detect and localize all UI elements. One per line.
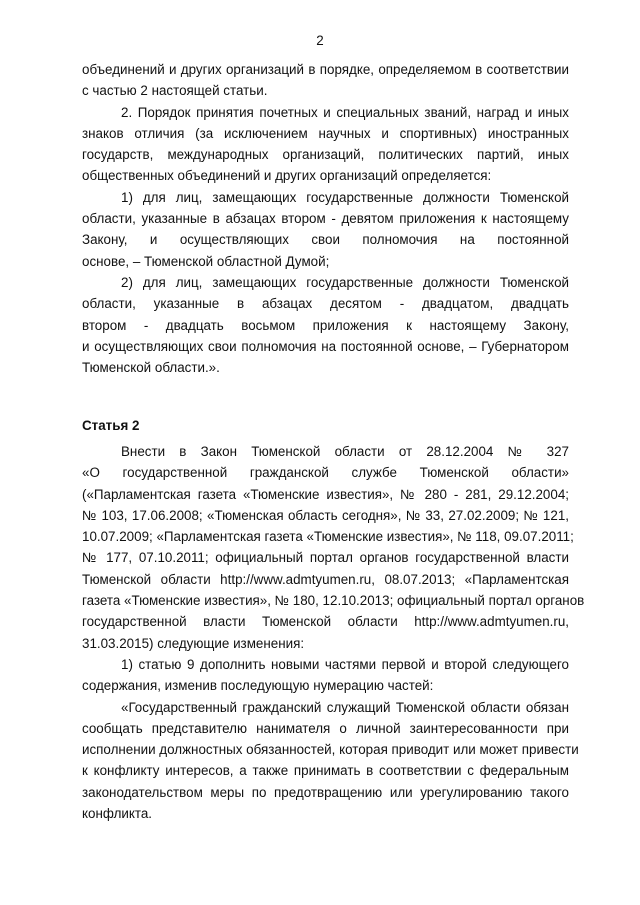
text-line: газета «Тюменские известия», № 180, 12.10.2013; официальный портал органов: [82, 593, 585, 609]
text-line: «О государственной гражданской службе Тюменской области»: [82, 465, 569, 481]
text-line: 2) для лиц, замещающих государственные должности Тюменской: [121, 274, 569, 290]
text-line: Внести в Закон Тюменской области от 28.12.2004 № 327: [121, 444, 569, 459]
text-line: исполнении должностных обязанностей, которая приводит или может привести: [82, 742, 579, 758]
text-line: области, указанные в абзацах десятом - двадцатом, двадцать: [82, 296, 569, 312]
text-line: 1) статью 9 дополнить новыми частями первой и второй следующего: [121, 656, 569, 672]
text-line: конфликта.: [82, 806, 153, 822]
text-line: «Государственный гражданский служащий Тюменской области обязан: [121, 699, 569, 715]
text-line: 1) для лиц, замещающих государственные должности Тюменской: [121, 189, 569, 205]
text-line: Тюменской области.».: [82, 360, 220, 376]
text-line: содержания, изменив последующую нумерацию частей:: [82, 678, 434, 694]
text-line: общественных объединений и других организаций определяется:: [82, 168, 492, 184]
text-line: («Парламентская газета «Тюменские известия», № 280 - 281, 29.12.2004;: [82, 486, 569, 502]
text-line: втором - двадцать восьмом приложения к настоящему Закону,: [82, 317, 569, 333]
text-line: и осуществляющих свои полномочия на постоянной основе, – Губернатором: [82, 338, 569, 354]
text-line: 31.03.2015) следующие изменения:: [82, 635, 305, 651]
text-line: № 103, 17.06.2008; «Тюменская область сегодня», № 33, 27.02.2009; № 121,: [82, 507, 569, 523]
body-text-part-1: [82, 59, 569, 378]
article-heading: Статья 2: [82, 418, 140, 433]
text-line: государственной власти Тюменской области http://www.admtyumen.ru,: [82, 614, 569, 630]
text-line: законодательством меры по предотвращению или урегулированию такого: [82, 784, 569, 800]
text-line: сообщать представителю нанимателя о личной заинтересованности при: [82, 720, 569, 736]
text-line: с частью 2 настоящей статьи.: [82, 83, 268, 99]
text-line: к конфликту интересов, а также принимать в соответствии с федеральным: [82, 763, 569, 779]
text-line: объединений и других организаций в порядке, определяемом в соответствии: [82, 62, 569, 77]
text-line: основе, – Тюменской областной Думой;: [82, 253, 330, 269]
body-text-part-2: [82, 441, 585, 824]
text-line: 10.07.2009; «Парламентская газета «Тюменские известия», № 118, 09.07.2011;: [82, 529, 574, 545]
text-line: № 177, 07.10.2011; официальный портал органов государственной власти: [82, 550, 569, 566]
page-number: 2: [316, 33, 324, 48]
text-line: Тюменской области http://www.admtyumen.ru, 08.07.2013; «Парламентская: [82, 571, 569, 587]
text-line: области, указанные в абзацах втором - девятом приложения к настоящему: [82, 211, 569, 227]
text-line: Закону, и осуществляющих свои полномочия на постоянной: [82, 232, 569, 248]
text-line: государств, международных организаций, политических партий, иных: [82, 147, 569, 163]
text-line: 2. Порядок принятия почетных и специальных званий, наград и иных: [121, 104, 569, 120]
text-line: знаков отличия (за исключением научных и спортивных) иностранных: [82, 125, 569, 141]
